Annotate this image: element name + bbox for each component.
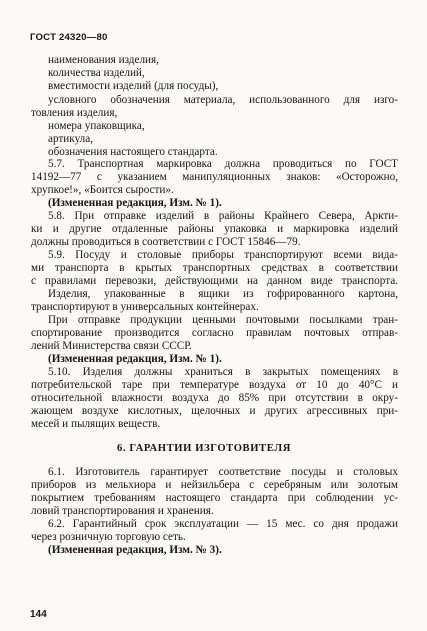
revision-note: (Измененная редакция, Изм. № 1). (48, 353, 222, 365)
section-title: 6. ГАРАНТИИ ИЗГОТОВИТЕЛЯ (117, 443, 291, 454)
page-number: 144 (30, 609, 47, 620)
text-line: обозначения настоящего стандарта. (48, 146, 218, 158)
clause-5-9-line: спортирование производится согласно правилам почтовых отправ- (31, 327, 398, 339)
revision-note: (Измененная редакция, Изм. № 1). (48, 197, 222, 209)
text-line: артикула, (48, 133, 94, 145)
text-line: вместимости изделий (для посуды), (48, 80, 219, 92)
standard-code-header: ГОСТ 24320—80 (30, 32, 108, 43)
clause-5-7-line: 14192—77 с указанием манипуляционных знаков: «Осторожно, (31, 171, 398, 183)
text-line: товления изделия, (31, 107, 118, 119)
text-line: условного обозначения материала, использованного для изго- (48, 94, 398, 106)
clause-6-1-line: приборов из мельхиора и нейзильбера с серебряным или золотым (31, 479, 398, 491)
clause-5-10-line: 5.10. Изделия должны храниться в закрытых помещениях в (48, 366, 398, 378)
clause-6-2-line: через розничную торговую сеть. (31, 531, 186, 543)
clause-5-9-line: 5.9. Посуду и столовые приборы транспортируют всеми вида- (48, 249, 398, 261)
clause-5-8-line: 5.8. При отправке изделий в районы Крайнего Севера, Аркти- (48, 210, 398, 222)
clause-5-9-line: транспортируют в универсальных контейнерах. (31, 301, 259, 313)
clause-5-10-line: относительной влажности воздуха до 85% при отсутствии в окру- (31, 392, 398, 404)
clause-6-1-line: покрытием требованиям настоящего стандарта при соблюдении ус- (31, 492, 398, 504)
clause-5-10-line: месей и пылящих веществ. (31, 418, 161, 430)
text-line: количества изделий, (48, 67, 145, 79)
clause-5-9-line: лений Министерства связи СССР. (31, 340, 192, 352)
clause-5-8-line: ки и другие отдаленные районы упаковка и маркировка изделий (31, 223, 398, 235)
clause-5-9-line: При отправке продукции ценными почтовыми посылками тран- (48, 314, 398, 326)
clause-5-8-line: должны проводиться в соответствии с ГОСТ 15846—79. (31, 236, 301, 248)
clause-5-9-line: ми транспорта в крытых транспортных средствах в соответствии (31, 262, 398, 274)
clause-5-7-line: 5.7. Транспортная маркировка должна проводиться по ГОСТ (48, 158, 398, 170)
clause-5-9-line: с правилами перевозки, действующими на данном виде транспорта. (31, 275, 398, 287)
clause-5-7-line: хрупкое!», «Боится сырости». (31, 184, 174, 196)
clause-5-10-line: жающем воздухе кислотных, щелочных и других агрессивных при- (31, 405, 398, 417)
clause-6-1-line: ловий транспортирования и хранения. (31, 505, 214, 517)
clause-6-2-line: 6.2. Гарантийный срок эксплуатации — 15 мес. со дня продажи (48, 518, 398, 530)
revision-note: (Измененная редакция, Изм. № 3). (48, 544, 222, 556)
clause-5-10-line: потребительской таре при температуре воздуха от 10 до 40°С и (31, 379, 398, 391)
text-line: номера упаковщика, (48, 120, 145, 132)
text-line: наименования изделия, (48, 54, 159, 66)
clause-5-9-line: Изделия, упакованные в ящики из гофрированного картона, (48, 288, 398, 300)
clause-6-1-line: 6.1. Изготовитель гарантирует соответствие посуды и столовых (48, 466, 398, 478)
